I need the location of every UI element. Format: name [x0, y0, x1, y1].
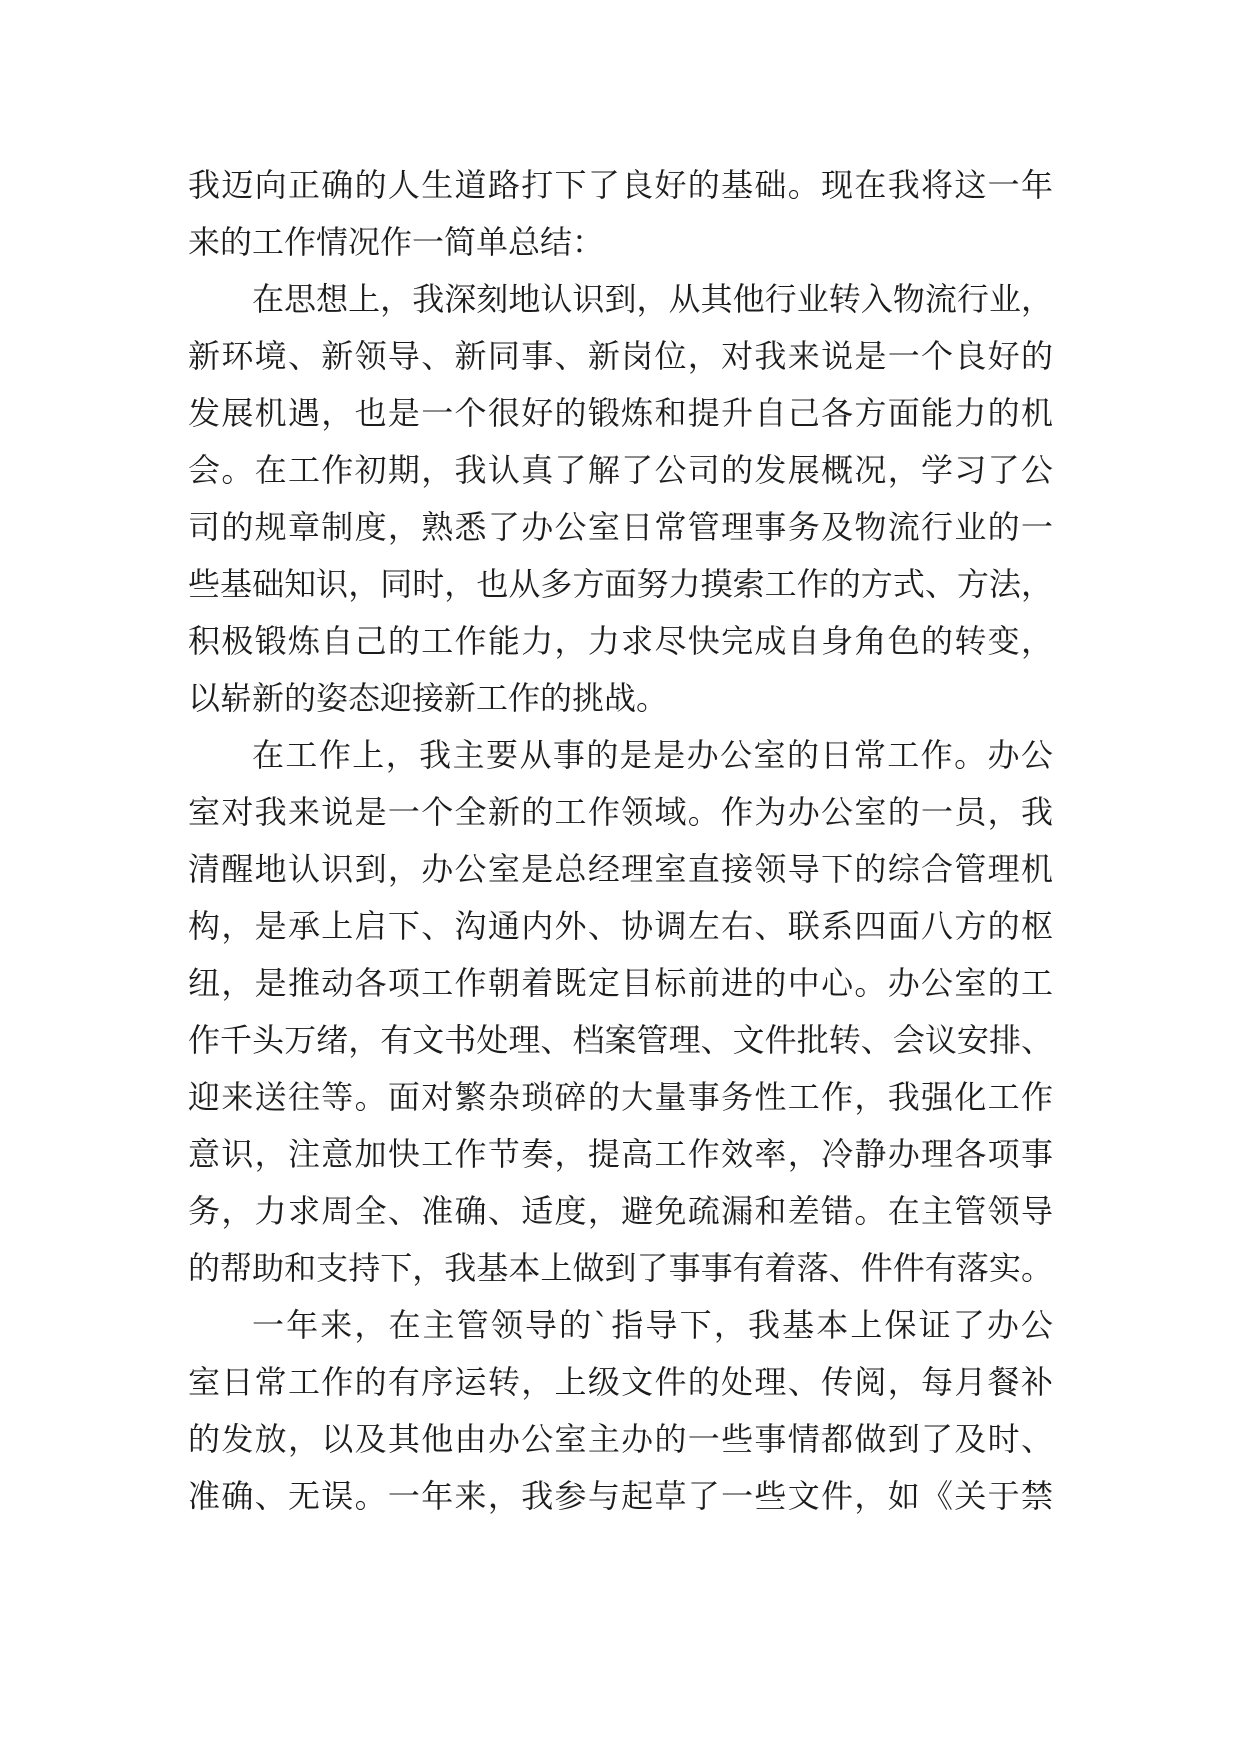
text-line: 构，是承上启下、沟通内外、协调左右、联系四面八方的枢: [188, 907, 1053, 945]
text-line: 一年来，在主管领导的`指导下，我基本上保证了办公: [252, 1306, 1053, 1344]
text-line: 在思想上，我深刻地认识到，从其他行业转入物流行业，: [252, 280, 1053, 318]
text-line: 来的工作情况作一简单总结：: [188, 223, 605, 261]
text-line: 迎来送往等。面对繁杂琐碎的大量事务性工作，我强化工作: [188, 1078, 1053, 1116]
text-line: 些基础知识，同时，也从多方面努力摸索工作的方式、方法，: [188, 565, 1053, 603]
text-line: 我迈向正确的人生道路打下了良好的基础。现在我将这一年: [188, 166, 1053, 204]
text-line: 司的规章制度，熟悉了办公室日常管理事务及物流行业的一: [188, 508, 1053, 546]
text-line: 新环境、新领导、新同事、新岗位，对我来说是一个良好的: [188, 337, 1053, 375]
text-line: 室日常工作的有序运转，上级文件的处理、传阅，每月餐补: [188, 1363, 1053, 1401]
text-line: 的发放，以及其他由办公室主办的一些事情都做到了及时、: [188, 1420, 1053, 1458]
text-line: 发展机遇，也是一个很好的锻炼和提升自己各方面能力的机: [188, 394, 1053, 432]
text-line: 的帮助和支持下，我基本上做到了事事有着落、件件有落实。: [188, 1249, 1053, 1287]
text-line: 会。在工作初期，我认真了解了公司的发展概况，学习了公: [188, 451, 1053, 489]
paragraph-1: [188, 157, 1053, 271]
text-line: 在工作上，我主要从事的是是办公室的日常工作。办公: [252, 736, 1053, 774]
text-line: 以崭新的姿态迎接新工作的挑战。: [188, 679, 669, 717]
paragraph-4: [188, 1297, 1053, 1525]
text-line: 准确、无误。一年来，我参与起草了一些文件，如《关于禁: [188, 1477, 1053, 1515]
text-line: 积极锻炼自己的工作能力，力求尽快完成自身角色的转变，: [188, 622, 1053, 660]
text-line: 作千头万绪，有文书处理、档案管理、文件批转、会议安排、: [188, 1021, 1053, 1059]
text-line: 纽，是推动各项工作朝着既定目标前进的中心。办公室的工: [188, 964, 1053, 1002]
text-line: 室对我来说是一个全新的工作领域。作为办公室的一员，我: [188, 793, 1053, 831]
text-line: 清醒地认识到，办公室是总经理室直接领导下的综合管理机: [188, 850, 1053, 888]
paragraph-2: [188, 271, 1053, 727]
body-text: [188, 157, 1053, 1525]
text-line: 务，力求周全、准确、适度，避免疏漏和差错。在主管领导: [188, 1192, 1053, 1230]
paragraph-3: [188, 727, 1053, 1297]
text-line: 意识，注意加快工作节奏，提高工作效率，冷静办理各项事: [188, 1135, 1053, 1173]
